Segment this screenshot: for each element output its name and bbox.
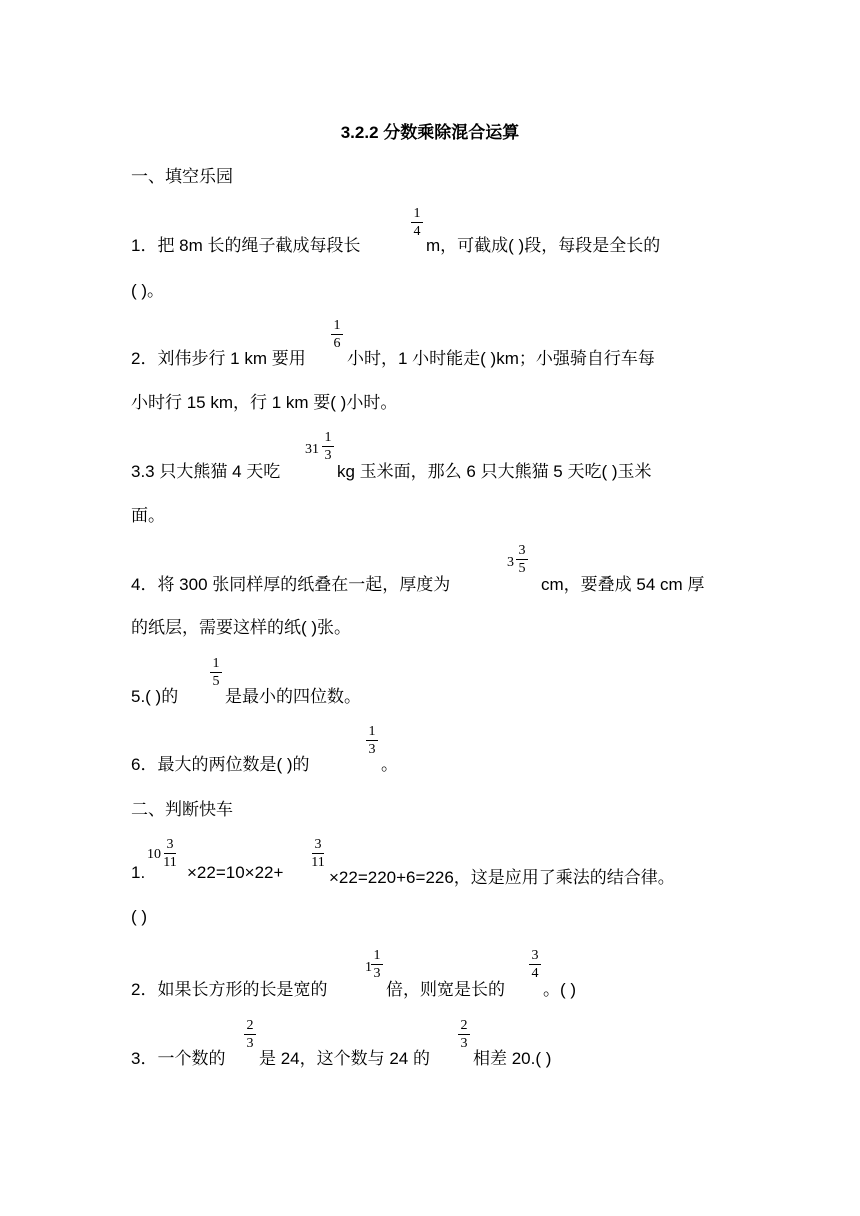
q2-frac-num: 1 xyxy=(333,318,341,333)
j3-frac1-num: 2 xyxy=(246,1018,254,1033)
q1-fraction xyxy=(410,206,424,239)
q6-text-a: 6．最大的两位数是( )的 xyxy=(131,755,310,774)
j2-frac1-den: 3 xyxy=(373,966,381,981)
q6-frac-den: 3 xyxy=(368,742,376,757)
q4-frac-den: 5 xyxy=(518,561,526,576)
j2-fraction-1 xyxy=(370,948,384,981)
q4-text-b: cm，要叠成 54 cm 厚 xyxy=(541,575,705,594)
fraction-bar xyxy=(366,740,378,741)
q2-fraction xyxy=(330,318,344,351)
q1-text-a: 1．把 8m 长的绳子截成每段长 xyxy=(131,236,361,255)
j1-text-mid: ×22=10×22+ xyxy=(187,863,284,882)
q2-text-a: 2．刘伟步行 1 km 要用 xyxy=(131,349,306,368)
q1-line2: ( )。 xyxy=(131,281,165,300)
q3-line2: 面。 xyxy=(131,506,165,525)
j1-fraction-1 xyxy=(163,837,177,870)
j3-frac1-den: 3 xyxy=(246,1036,254,1051)
fraction-bar xyxy=(331,334,343,335)
q5-text-a: 5.( )的 xyxy=(131,687,179,706)
q3-fraction xyxy=(321,430,335,463)
j3-text-b: 相差 20.( ) xyxy=(473,1049,552,1068)
j1-frac1-num: 3 xyxy=(166,837,174,852)
j2-frac1-num: 1 xyxy=(373,948,381,963)
q4-fraction xyxy=(515,543,529,576)
j3-text-a: 3．一个数的 xyxy=(131,1049,226,1068)
section-heading-judge: 二、判断快车 xyxy=(131,800,233,819)
j1-fraction-2 xyxy=(311,837,325,870)
q5-frac-den: 5 xyxy=(212,674,220,689)
j3-text-mid: 是 24，这个数与 24 的 xyxy=(259,1049,430,1068)
j2-frac2-num: 3 xyxy=(531,948,539,963)
fraction-bar xyxy=(312,853,324,854)
fraction-bar xyxy=(164,853,176,854)
j1-frac1-den: 11 xyxy=(163,855,177,870)
j1-whole: 10 xyxy=(147,847,161,862)
j1-text-b: ×22=220+6=226，这是应用了乘法的结合律。 xyxy=(329,868,675,887)
q5-text-b: 是最小的四位数。 xyxy=(225,687,361,706)
fraction-bar xyxy=(411,222,423,223)
j1-frac2-num: 3 xyxy=(314,837,322,852)
q4-text-a: 4．将 300 张同样厚的纸叠在一起，厚度为 xyxy=(131,575,451,594)
q3-frac-den: 3 xyxy=(324,448,332,463)
j2-text-mid: 倍，则宽是长的 xyxy=(386,980,505,999)
q1-text-b: m，可截成( )段，每段是全长的 xyxy=(426,236,661,255)
q1-frac-num: 1 xyxy=(413,206,421,221)
q4-whole: 3 xyxy=(507,555,514,570)
q5-frac-num: 1 xyxy=(212,656,220,671)
fraction-bar xyxy=(322,446,334,447)
j1-frac2-den: 11 xyxy=(311,855,325,870)
j2-text-a: 2．如果长方形的长是宽的 xyxy=(131,980,328,999)
q6-text-b: 。 xyxy=(381,755,398,774)
fraction-bar xyxy=(529,964,541,965)
q5-fraction xyxy=(209,656,223,689)
j3-fraction-2 xyxy=(457,1018,471,1051)
fraction-bar xyxy=(371,964,383,965)
j3-fraction-1 xyxy=(243,1018,257,1051)
q2-text-b: 小时，1 小时能走( )km；小强骑自行车每 xyxy=(347,349,655,368)
j1-num: 1. xyxy=(131,863,146,882)
page-title: 3.2.2 分数乘除混合运算 xyxy=(340,123,520,142)
fraction-bar xyxy=(244,1034,256,1035)
fraction-bar xyxy=(458,1034,470,1035)
j2-fraction-2 xyxy=(528,948,542,981)
fraction-bar xyxy=(516,559,528,560)
j3-frac2-den: 3 xyxy=(460,1036,468,1051)
j2-text-b: 。( ) xyxy=(543,980,577,999)
q4-line2: 的纸层，需要这样的纸( )张。 xyxy=(131,618,352,637)
fraction-bar xyxy=(210,672,222,673)
q6-fraction xyxy=(365,724,379,757)
section-heading-fill: 一、填空乐园 xyxy=(131,167,233,186)
q1-frac-den: 4 xyxy=(413,224,421,239)
q3-text-a: 3.3 只大熊猫 4 天吃 xyxy=(131,462,281,481)
j2-whole: 1 xyxy=(365,960,372,975)
j3-frac2-num: 2 xyxy=(460,1018,468,1033)
q2-line2: 小时行 15 km，行 1 km 要( )小时。 xyxy=(131,393,398,412)
q2-frac-den: 6 xyxy=(333,336,341,351)
q4-frac-num: 3 xyxy=(518,543,526,558)
q3-whole: 31 xyxy=(305,442,319,457)
q6-frac-num: 1 xyxy=(368,724,376,739)
q3-text-b: kg 玉米面，那么 6 只大熊猫 5 天吃( )玉米 xyxy=(337,462,652,481)
j1-line2: ( ) xyxy=(131,907,148,926)
j2-frac2-den: 4 xyxy=(531,966,539,981)
q3-frac-num: 1 xyxy=(324,430,332,445)
